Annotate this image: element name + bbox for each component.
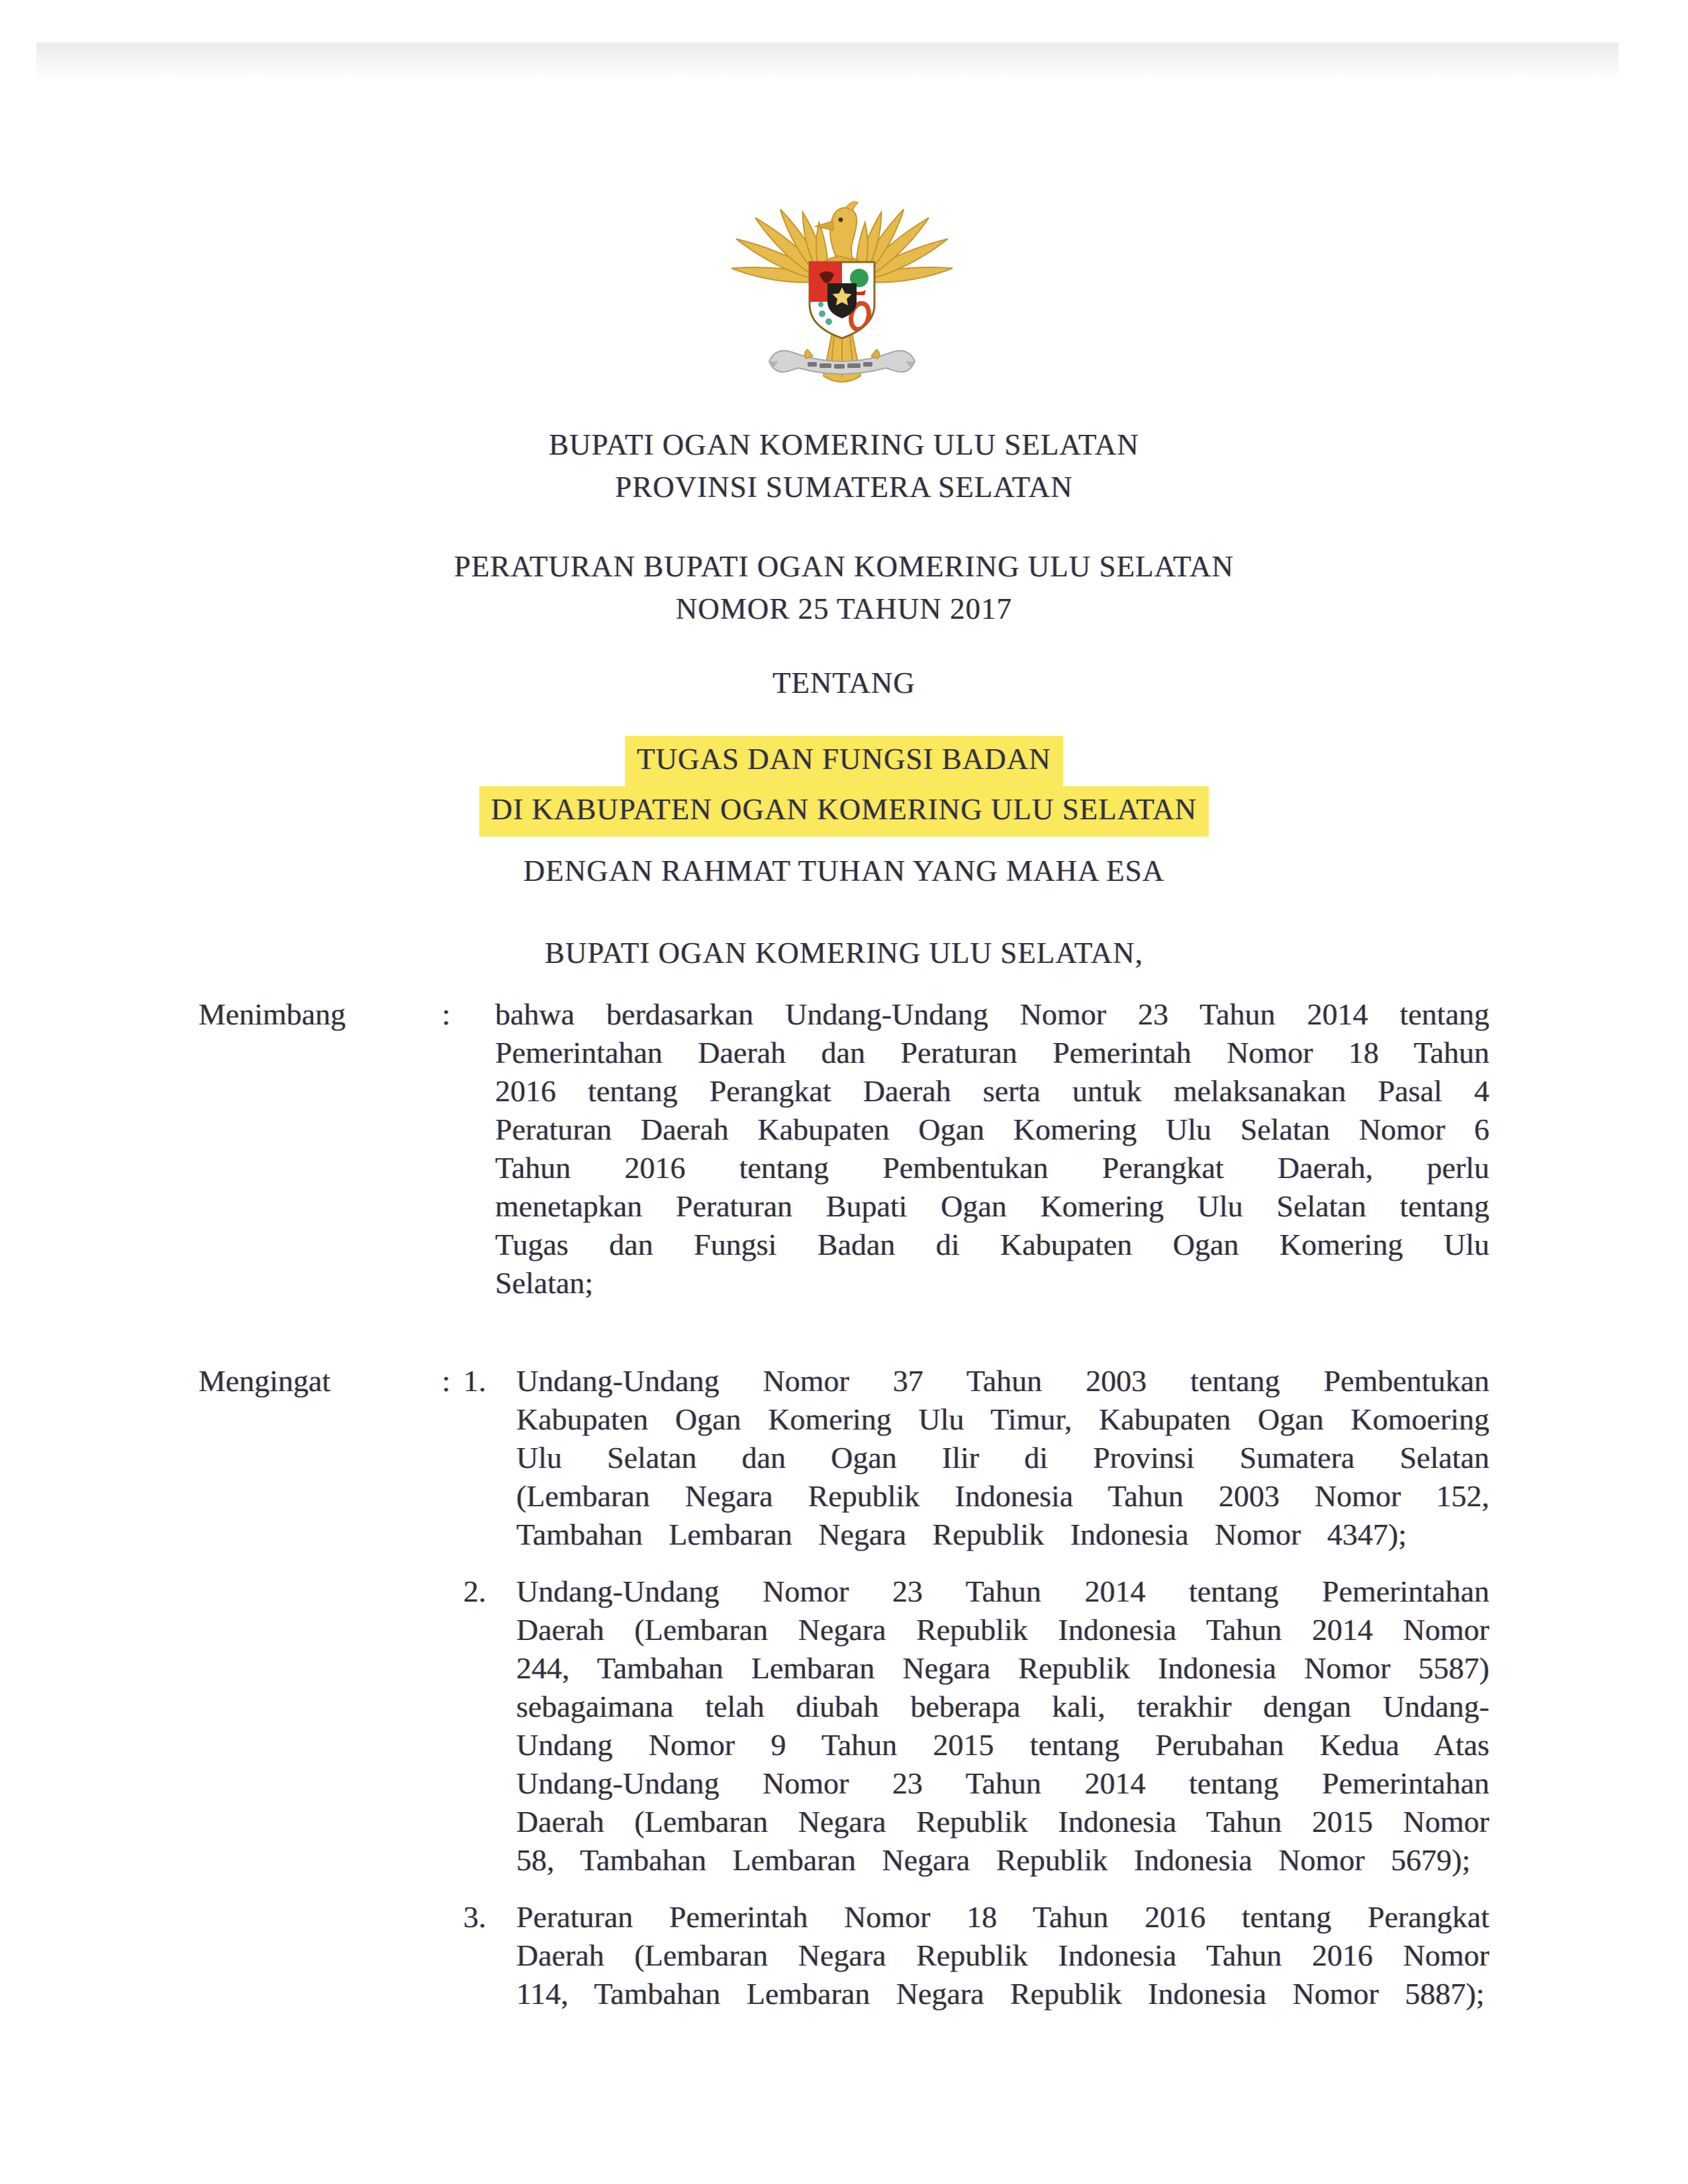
enacting-official-line: BUPATI OGAN KOMERING ULU SELATAN, (545, 936, 1143, 970)
legal-basis-label: Mengingat (199, 1364, 331, 1398)
legal-basis-item (463, 1362, 1489, 1554)
authority-line1: BUPATI OGAN KOMERING ULU SELATAN (549, 428, 1139, 461)
legal-basis-item-number: 2. (463, 1574, 487, 1608)
page-bottom-cutoff (0, 2152, 1688, 2184)
legal-basis-item-number: 1. (463, 1364, 487, 1398)
legal-basis-item-text: Undang-Undang Nomor 23 Tahun 2014 tentang Pemerintahan Daerah (Lembaran Negara Republik Indonesia Tahun 2014 Nomor 244, Tambahan Lembaran Negara Republik Indonesia Nomor 5587) sebagaimana telah diubah beberapa kali, terakhir dengan Undang-Undang Nomor 9 Tahun 2015 tentang Perubahan Kedua Atas Undang-Undang Nomor 23 Tahun 2014 tentang Pemerintahan Daerah (Lembaran Negara Republik Indonesia Tahun 2015 Nomor 58, Tambahan Lembaran Negara Republik Indonesia Nomor 5679); (516, 1574, 1489, 1877)
authority-line2: PROVINSI SUMATERA SELATAN (615, 471, 1073, 504)
legal-basis-item-text: Undang-Undang Nomor 37 Tahun 2003 tentang Pembentukan Kabupaten Ogan Komering Ulu Timur, Kabupaten Ogan Komoering Ulu Selatan dan Ogan Ilir di Provinsi Sumatera Selatan (Lembaran Negara Republik Indonesia Tahun 2003 Nomor 152, Tambahan Lembaran Negara Republik Indonesia Nomor 4347); (516, 1364, 1489, 1551)
legal-basis-item (463, 1898, 1489, 2013)
legal-basis-item-text: Peraturan Pemerintah Nomor 18 Tahun 2016 tentang Perangkat Daerah (Lembaran Negara Republik Indonesia Tahun 2016 Nomor 114, Tambahan Lembaran Negara Republik Indonesia Nomor 5887); (516, 1900, 1489, 2011)
legal-basis-item (463, 1572, 1489, 1880)
right-talon (871, 349, 880, 359)
authority-heading (199, 424, 1489, 508)
legal-basis-colon: : (442, 1364, 451, 1398)
subject-line2-highlight: DI KABUPATEN OGAN KOMERING ULU SELATAN (479, 786, 1209, 837)
left-talon (804, 349, 813, 359)
garuda-emblem-icon (723, 163, 961, 404)
regulation-number: NOMOR 25 TAHUN 2017 (675, 592, 1013, 625)
considering-section (199, 995, 1489, 1302)
legal-basis-item-number: 3. (463, 1900, 487, 1934)
about-label: TENTANG (773, 666, 915, 700)
rice-cotton-mark (819, 310, 825, 317)
considering-colon: : (442, 997, 451, 1031)
legal-basis-list (463, 1362, 1489, 2032)
subject-line1-highlight: TUGAS DAN FUNGSI BADAN (625, 736, 1063, 786)
legal-basis-section (199, 1362, 1489, 2032)
shield (810, 262, 874, 338)
considering-text: bahwa berdasarkan Undang-Undang Nomor 23 Tahun 2014 tentang Pemerintahan Daerah dan Peraturan Pemerintah Nomor 18 Tahun 2016 tentang Perangkat Daerah serta untuk melaksanakan Pasal 4 Peraturan Daerah Kabupaten Ogan Komering Ulu Selatan Nomor 6 Tahun 2016 tentang Pembentukan Perangkat Daerah, perlu menetapkan Peraturan Bupati Ogan Komering Ulu Selatan tentang Tugas dan Fungsi Badan di Kabupaten Ogan Komering Ulu Selatan; (495, 997, 1489, 1300)
eye (839, 218, 843, 222)
subject-heading (199, 736, 1489, 837)
regulation-title: PERATURAN BUPATI OGAN KOMERING ULU SELATAN (453, 550, 1235, 583)
considering-label: Menimbang (199, 997, 346, 1031)
invocation-line: DENGAN RAHMAT TUHAN YANG MAHA ESA (523, 854, 1165, 887)
page-top-shadow (36, 42, 1618, 81)
regulation-heading (199, 545, 1489, 630)
